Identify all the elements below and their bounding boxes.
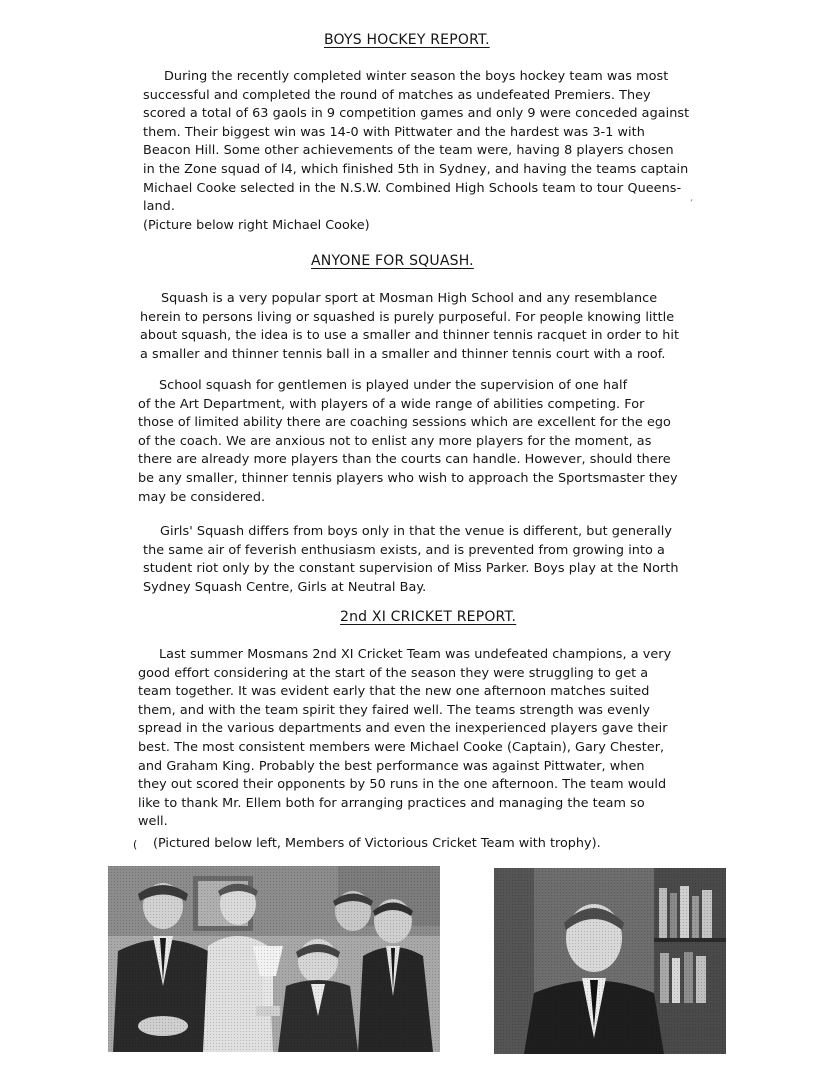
hockey-line: them. Their biggest win was 14-0 with Pittwater and the hardest was 3-1 with <box>143 124 645 140</box>
squash-line: School squash for gentlemen is played under the supervision of one half <box>159 378 628 393</box>
cricket-line: team together. It was evident early that the new one afternoon matches suited <box>138 684 650 700</box>
cricket-paragraph <box>138 646 671 832</box>
cricket-line: best. The most consistent members were Michael Cooke (Captain), Gary Chester, <box>138 739 665 755</box>
squash-line: Squash is a very popular sport at Mosman High School and any resemblance <box>161 291 658 306</box>
caption-mark: ( <box>133 838 138 851</box>
cricket-line: like to thank Mr. Ellem both for arranging practices and managing the team so <box>138 795 645 811</box>
squash-line: about squash, the idea is to use a smaller and thinner tennis racquet in order to hit <box>140 328 680 344</box>
hockey-paragraph <box>143 68 689 217</box>
hockey-line: scored a total of 63 gaols in 9 competition games and only 9 were conceded against <box>143 106 690 122</box>
squash-line: of the Art Department, with players of a wide range of abilities competing. For <box>138 396 645 412</box>
cricket-heading: 2nd XI CRICKET REPORT. <box>340 609 517 625</box>
hockey-line: in the Zone squad of l4, which finished 5th in Sydney, and having the teams captain <box>143 161 689 177</box>
squash-line: be any smaller, thinner tennis players who wish to approach the Sportsmaster they <box>138 470 678 486</box>
cricket-line: and Graham King. Probably the best performance was against Pittwater, when <box>138 758 645 774</box>
hockey-line: land. <box>143 199 175 215</box>
squash-line: those of limited ability there are coaching sessions which are excellent for the ego <box>138 415 671 431</box>
squash-line: the same air of feverish enthusiasm exists, and is prevented from growing into a <box>143 542 665 558</box>
squash-line: a smaller and thinner tennis ball in a smaller and thinner tennis court with a roof. <box>140 346 666 362</box>
squash-line: Sydney Squash Centre, Girls at Neutral Bay. <box>143 579 427 595</box>
hockey-photo-caption: (Picture below right Michael Cooke) <box>143 218 370 233</box>
cricket-line: good effort considering at the start of the season they were struggling to get a <box>138 665 649 681</box>
squash-line: herein to persons living or squashed is purely purposeful. For people knowing little <box>140 309 675 325</box>
squash-line: Girls' Squash differs from boys only in that the venue is different, but generally <box>160 524 673 539</box>
cricket-team-photo <box>108 866 440 1052</box>
squash-line: there are already more players than the courts can handle. However, should there <box>138 452 671 468</box>
michael-cooke-photo <box>494 868 726 1054</box>
squash-line: student riot only by the constant supervision of Miss Parker. Boys play at the North <box>143 561 679 577</box>
hockey-line: Beacon Hill. Some other achievements of the team were, having 8 players chosen <box>143 143 674 159</box>
cricket-line: they out scored their opponents by 50 runs in the one afternoon. The team would <box>138 777 667 793</box>
squash-paragraph-1 <box>140 290 679 364</box>
cricket-line: spread in the various departments and even the inexperienced players gave their <box>138 721 668 737</box>
cricket-line: them, and with the team spirit they faired well. The teams strength was evenly <box>138 702 650 718</box>
squash-line: may be considered. <box>138 489 266 505</box>
paper-speck: ‘ <box>690 198 694 209</box>
hockey-line: During the recently completed winter season the boys hockey team was most <box>164 69 669 84</box>
squash-paragraph-3 <box>143 523 679 597</box>
squash-heading: ANYONE FOR SQUASH. <box>311 253 474 269</box>
hockey-heading: BOYS HOCKEY REPORT. <box>324 32 490 48</box>
hockey-line: Michael Cooke selected in the N.S.W. Combined High Schools team to tour Queens- <box>143 180 682 196</box>
squash-line: of the coach. We are anxious not to enlist any more players for the moment, as <box>138 433 652 449</box>
cricket-line: well. <box>138 814 168 830</box>
hockey-line: successful and completed the round of matches as undefeated Premiers. They <box>143 87 651 103</box>
cricket-photo-caption: (Pictured below left, Members of Victorious Cricket Team with trophy). <box>153 836 601 851</box>
cricket-line: Last summer Mosmans 2nd XI Cricket Team was undefeated champions, a very <box>159 647 672 662</box>
squash-paragraph-2 <box>138 377 678 507</box>
